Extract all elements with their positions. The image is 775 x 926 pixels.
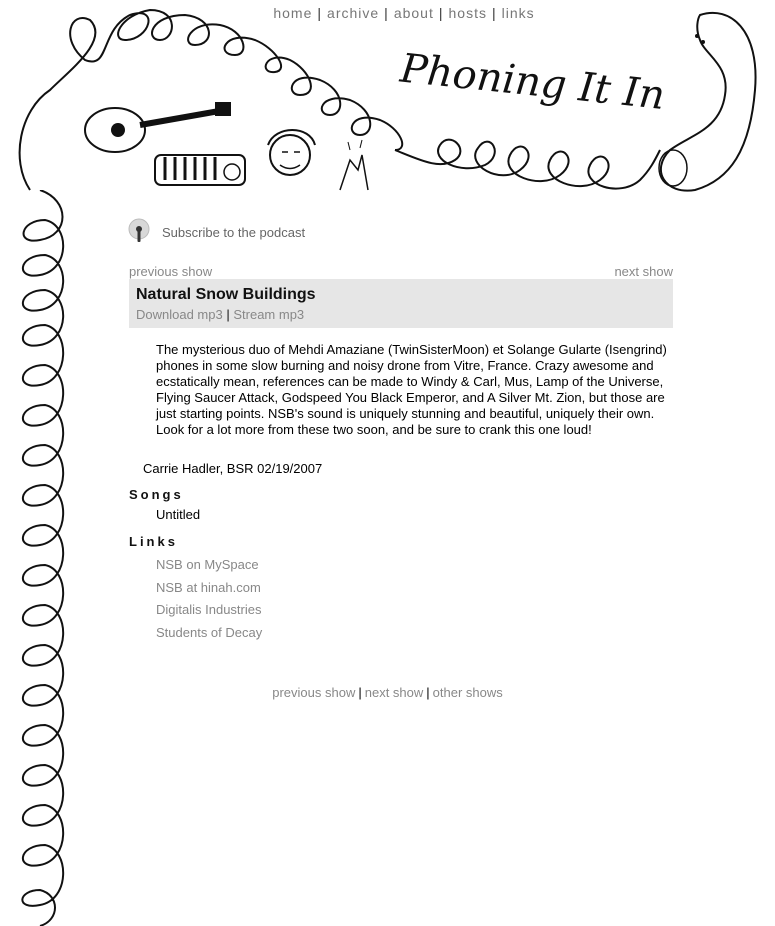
links-list (156, 554, 262, 645)
link-digitalis-industries[interactable]: Digitalis Industries (156, 602, 262, 618)
download-separator: | (226, 307, 230, 322)
clapping-hands-illustration (340, 140, 368, 190)
songs-heading: Songs (129, 487, 184, 502)
guitar-illustration (85, 102, 231, 152)
show-nav (129, 264, 673, 279)
nav-about-link[interactable]: about (393, 5, 434, 21)
show-header (129, 279, 673, 328)
bottom-nav (0, 685, 775, 700)
bottom-nav-separator: | (426, 685, 430, 700)
previous-show-link[interactable]: previous show (129, 264, 213, 279)
show-byline: Carrie Hadler, BSR 02/19/2007 (143, 461, 323, 476)
links-heading: Links (129, 534, 178, 549)
next-show-link[interactable]: next show (614, 264, 673, 279)
show-description: The mysterious duo of Mehdi Amaziane (TwinSisterMoon) et Solange Gularte (Isengrind) phones in some slow burning and noisy drone from Vitre, France. Crazy awesome and ecstatically mean, references can be made to Windy & Carl, Mus, Lamp of the Universe, Flying Saucer Attack, Godspeed You Black Emperor, and A Silver Mt. Zion, but those are just starting points. NSB's sound is uniquely stunning and beautiful, uniquely their own. Look for a lot more from these two soon, and be sure to crank this one loud! (156, 342, 667, 437)
stream-mp3-link[interactable]: Stream mp3 (233, 307, 305, 322)
bottom-previous-show-link[interactable]: previous show (272, 685, 356, 700)
phone-cord-right-illustration (395, 140, 660, 189)
bottom-other-shows-link[interactable]: other shows (432, 685, 503, 700)
link-nsb-myspace[interactable]: NSB on MySpace (156, 557, 259, 572)
podcast-microphone-icon[interactable] (128, 218, 150, 246)
download-mp3-link[interactable]: Download mp3 (136, 307, 223, 322)
keyboard-illustration (155, 155, 245, 185)
nav-separator: | (317, 5, 323, 21)
site-title-logo: Phoning It In (398, 45, 667, 120)
phone-cord-left-illustration (0, 190, 80, 926)
nav-separator: | (491, 5, 497, 21)
subscribe-podcast-row[interactable] (128, 218, 305, 246)
nav-separator: | (384, 5, 389, 21)
bottom-nav-separator: | (358, 685, 362, 700)
link-nsb-hinah[interactable]: NSB at hinah.com (156, 579, 261, 595)
header-banner (0, 0, 775, 200)
songs-list (156, 507, 200, 522)
show-title: Natural Snow Buildings (136, 286, 316, 303)
face-illustration (268, 130, 315, 175)
phone-handset-illustration (659, 13, 756, 191)
nav-separator: | (438, 5, 444, 21)
link-students-of-decay[interactable]: Students of Decay (156, 625, 263, 641)
bottom-next-show-link[interactable]: next show (364, 685, 424, 700)
nav-links-link[interactable]: links (501, 5, 535, 21)
nav-archive-link[interactable]: archive (327, 5, 380, 21)
song-item: Untitled (156, 507, 201, 522)
show-downloads (136, 307, 666, 323)
nav-hosts-link[interactable]: hosts (448, 5, 487, 21)
subscribe-link[interactable]: Subscribe to the podcast (162, 224, 306, 240)
nav-home-link[interactable]: home (273, 5, 313, 21)
